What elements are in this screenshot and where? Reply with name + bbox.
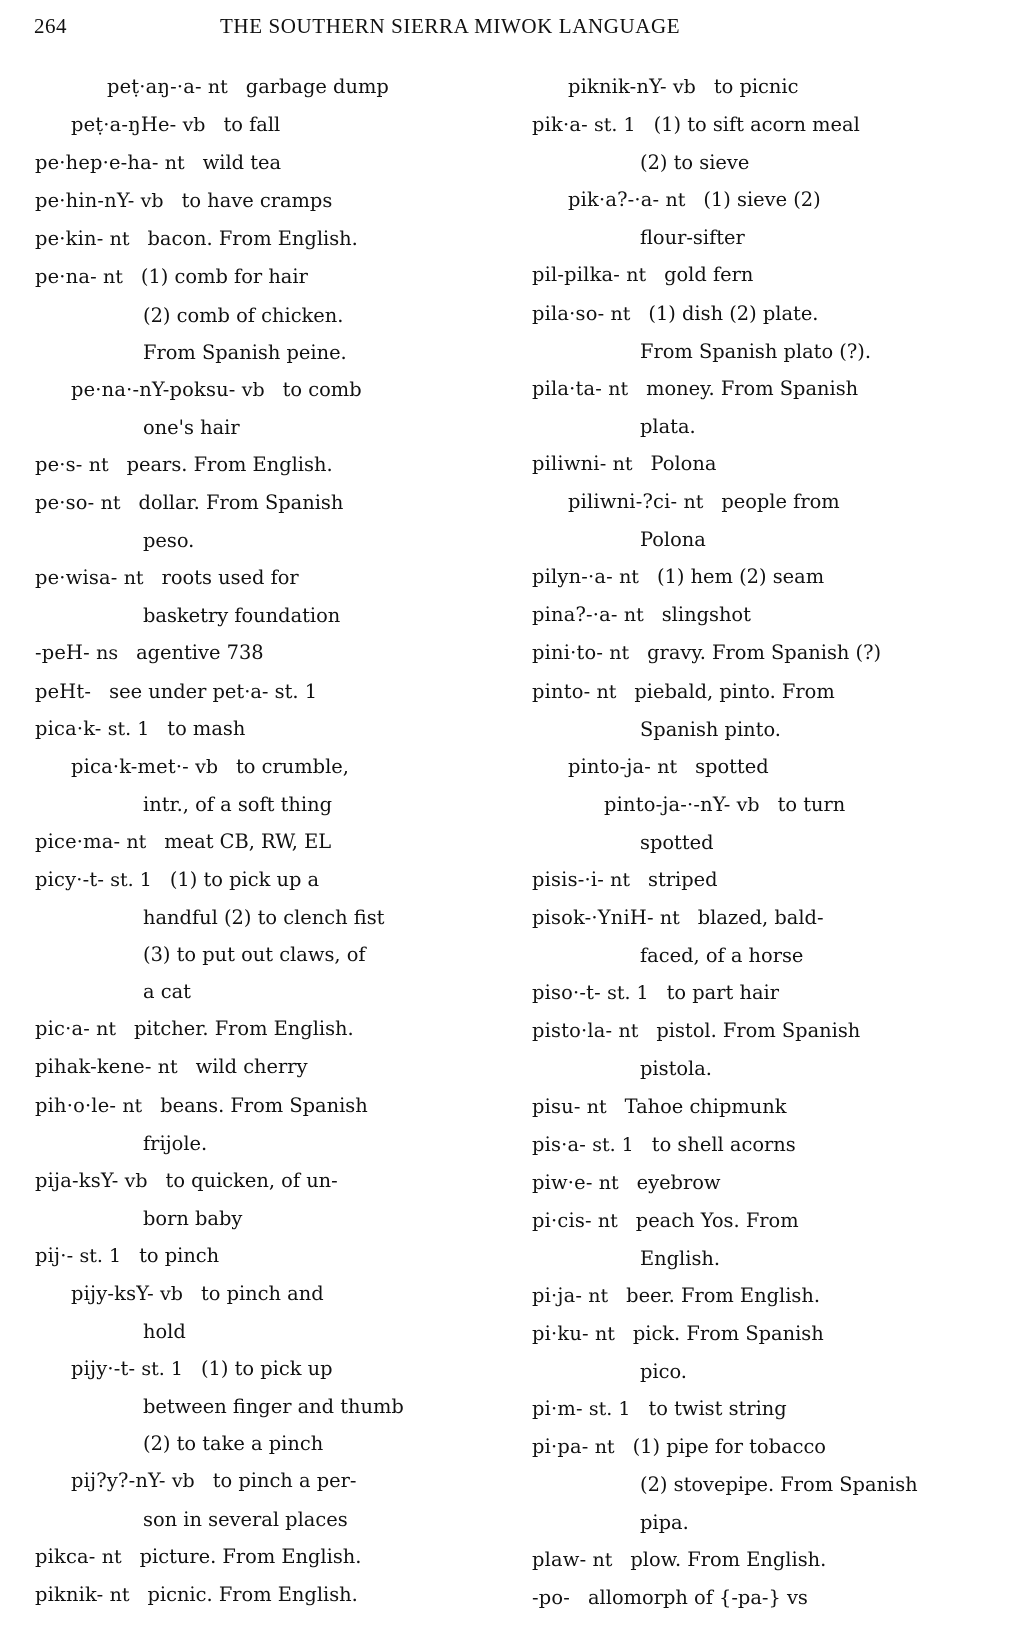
entry-headword: peṭ·aŋ-·a- (107, 75, 202, 98)
entry-headword: pica·k- (35, 716, 102, 740)
entry-headword: pikca- (35, 1544, 96, 1568)
entry-gloss-line: From Spanish peine. (143, 340, 347, 364)
entry-headword: peṭ·a-ŋHe- (71, 113, 177, 137)
entry-gloss-line: pico. (640, 1360, 687, 1384)
entry-part-of-speech: vb (140, 190, 164, 213)
entry-headword: picy·-t- (35, 867, 105, 891)
entry-headword: pe·na·-nY-poksu- (71, 377, 236, 401)
entry-gloss-line: spotted (695, 754, 769, 778)
dictionary-entry (532, 1315, 1012, 1390)
entry-gloss-line: (1) comb for hair (140, 265, 308, 289)
entry-part-of-speech: vb (672, 76, 696, 98)
entry-gloss-line: one's hair (143, 415, 240, 439)
entry-part-of-speech: nt (588, 1285, 609, 1307)
entry-headword: pisto·la- (532, 1019, 613, 1043)
dictionary-entry (35, 673, 505, 710)
dictionary-entry (532, 68, 1012, 106)
entry-headword: pisu- (532, 1094, 581, 1118)
entry-part-of-speech: st. 1 (110, 868, 152, 891)
dictionary-entry (532, 748, 1012, 786)
entry-gloss-line: to twist string (648, 1397, 787, 1421)
entry-gloss-line: blazed, bald- (697, 906, 824, 930)
dictionary-entry (532, 974, 1012, 1012)
dictionary-entry (532, 106, 1012, 181)
entry-part-of-speech: nt (619, 566, 639, 589)
entry-headword: pe·wisa- (35, 566, 118, 590)
entry-gloss-line: to pinch a per- (212, 1469, 357, 1493)
entry-gloss-line: handful (2) to clench fist (143, 906, 385, 930)
entry-part-of-speech: vb (182, 114, 206, 137)
entry-part-of-speech: nt (594, 1323, 615, 1346)
entry-part-of-speech: nt (597, 1209, 618, 1232)
dictionary-entry (532, 558, 1012, 596)
entry-gloss-line: beer. From English. (626, 1284, 820, 1307)
dictionary-entry (35, 1538, 505, 1576)
entry-gloss-line: pitcher. From English. (134, 1017, 354, 1041)
entry-gloss-line: to shell acorns (651, 1132, 796, 1156)
entry-gloss-line: to pinch (139, 1243, 220, 1267)
running-title: THE SOUTHERN SIERRA MIWOK LANGUAGE (220, 14, 681, 38)
dictionary-entry (532, 1277, 1012, 1315)
entry-gloss-line: hold (143, 1320, 186, 1344)
entry-part-of-speech: vb (124, 1169, 148, 1192)
entry-part-of-speech: nt (592, 1548, 613, 1571)
entry-gloss-line: gravy. From Spanish (?) (647, 641, 882, 665)
entry-gloss-line: garbage dump (245, 75, 389, 98)
entry-part-of-speech: st. 1 (607, 982, 649, 1005)
left-column (35, 68, 505, 1614)
entry-headword: pe·hep·e-ha- (35, 151, 159, 175)
entry-headword: pis·a- (532, 1132, 587, 1156)
dictionary-entry (35, 861, 505, 1010)
dictionary-entry (532, 634, 1012, 672)
entry-headword: pi·m- (532, 1397, 583, 1421)
dictionary-entry (35, 634, 505, 672)
entry-headword: pe·na- (35, 265, 97, 289)
entry-part-of-speech: st. 1 (79, 1244, 122, 1267)
entry-part-of-speech: vb (160, 1283, 183, 1305)
entry-headword: pilyn-·a- (532, 565, 613, 589)
entry-headword: pi·cis- (532, 1208, 592, 1232)
dictionary-entry (532, 295, 1012, 370)
dictionary-entry (532, 786, 1012, 861)
dictionary-entry (35, 446, 505, 484)
entry-part-of-speech: nt (109, 1583, 130, 1606)
entry-gloss-line: roots used for (161, 566, 299, 590)
entry-gloss-line: bacon. From English. (147, 227, 358, 251)
right-column (532, 68, 1012, 1616)
entry-part-of-speech: nt (586, 1095, 607, 1118)
entry-part-of-speech: ns (96, 642, 119, 665)
entry-gloss-line: intr., of a soft thing (143, 792, 332, 816)
entry-gloss-line: to pinch and (200, 1282, 324, 1305)
dictionary-entry (35, 144, 505, 182)
entry-gloss-line: wild tea (202, 151, 282, 175)
entry-part-of-speech: nt (100, 492, 121, 515)
dictionary-entry (35, 1275, 505, 1350)
entry-gloss-line: between finger and thumb (143, 1395, 404, 1419)
entry-part-of-speech: vb (736, 793, 760, 816)
entry-gloss-line: Tahoe chipmunk (624, 1094, 787, 1118)
entry-gloss-line: gold fern (664, 263, 754, 287)
entry-part-of-speech: nt (109, 228, 130, 251)
dictionary-entry (532, 673, 1012, 748)
entry-headword: pi·pa- (532, 1435, 589, 1459)
entry-gloss-line: (1) sieve (2) (703, 188, 821, 212)
entry-gloss-line: (2) to take a pinch (143, 1432, 324, 1456)
page-header (34, 14, 994, 48)
entry-part-of-speech: nt (610, 302, 631, 325)
dictionary-entry (35, 1010, 505, 1048)
dictionary-entry (35, 68, 505, 106)
entry-headword: pihak-kene- (35, 1055, 152, 1079)
entry-part-of-speech: st. 1 (141, 1358, 183, 1381)
entry-gloss-line: wild cherry (195, 1055, 308, 1079)
entry-headword: piknik- (35, 1582, 104, 1606)
entry-gloss-line: plow. From English. (630, 1547, 827, 1571)
dictionary-entry (35, 106, 505, 144)
entry-gloss-line: pick. From Spanish (632, 1322, 824, 1346)
entry-gloss-line: allomorph of {-pa-} vs (588, 1585, 808, 1609)
dictionary-entry (35, 1087, 505, 1162)
entry-part-of-speech: vb (195, 755, 219, 778)
entry-gloss-line: Spanish pinto. (640, 717, 781, 741)
entry-gloss-line: agentive 738 (136, 641, 264, 665)
entry-gloss-line: (1) to sift acorn meal (653, 113, 860, 137)
entry-part-of-speech: nt (126, 830, 147, 853)
entry-part-of-speech: nt (596, 680, 617, 703)
entry-headword: pina?-·a- (532, 603, 618, 627)
entry-headword: pe·kin- (35, 227, 104, 251)
dictionary-entry (532, 1428, 1012, 1540)
entry-gloss-line: frijole. (143, 1131, 208, 1155)
dictionary-entry (35, 823, 505, 861)
entry-gloss-line: pipa. (640, 1510, 689, 1534)
entry-gloss-line: (1) dish (2) plate. (648, 301, 819, 325)
entry-part-of-speech: nt (96, 1018, 116, 1041)
entry-headword: plaw- (532, 1547, 587, 1571)
entry-headword: pik·a?-·a- (568, 188, 660, 212)
entry-gloss-line: people from (721, 490, 840, 514)
entry-part-of-speech: nt (609, 642, 630, 665)
entry-gloss-line: (1) to pick up (200, 1357, 333, 1381)
page-number: 264 (34, 14, 67, 38)
entry-gloss-line: son in several places (143, 1507, 348, 1531)
entry-headword: pija-ksY- (35, 1168, 119, 1192)
dictionary-entry (35, 220, 505, 258)
entry-headword: pe·so- (35, 491, 95, 515)
entry-gloss-line: English. (640, 1246, 721, 1270)
dictionary-entry (532, 483, 1012, 558)
dictionary-entry (35, 559, 505, 634)
entry-headword: pijy·-t- (71, 1357, 136, 1381)
entry-gloss-line: (1) to pick up a (169, 867, 320, 891)
dictionary-entry (532, 1164, 1012, 1202)
entry-gloss-line: peso. (143, 529, 195, 553)
entry-gloss-line: plata. (640, 414, 696, 438)
dictionary-entry (532, 1012, 1012, 1087)
dictionary-entry (35, 1237, 505, 1275)
entry-part-of-speech: nt (612, 452, 633, 475)
entry-gloss-line: faced, of a horse (640, 944, 804, 968)
dictionary-entry (532, 1088, 1012, 1126)
entry-part-of-speech: nt (103, 266, 123, 289)
dictionary-entry (532, 181, 1012, 256)
entry-gloss-line: pistol. From Spanish (656, 1019, 861, 1043)
entry-headword: -po- (532, 1585, 570, 1609)
entry-headword: pijy-ksY- (71, 1282, 154, 1305)
entry-gloss-line: picture. From English. (139, 1544, 362, 1568)
dictionary-entry (532, 445, 1012, 483)
dictionary-entry (35, 1350, 505, 1462)
entry-headword: piliwni-?ci- (568, 490, 678, 514)
entry-part-of-speech: nt (610, 868, 631, 891)
entry-gloss-line: piebald, pinto. From (634, 679, 835, 703)
entry-gloss-line: meat CB, RW, EL (164, 829, 332, 853)
entry-part-of-speech: st. 1 (592, 1133, 634, 1156)
entry-headword: pe·hin-nY- (35, 189, 135, 213)
entry-gloss-line: to turn (777, 792, 846, 816)
entry-headword: -peH- (35, 641, 90, 665)
entry-part-of-speech: nt (683, 491, 704, 514)
entry-part-of-speech: nt (207, 76, 228, 98)
dictionary-entry (35, 1462, 505, 1537)
entry-gloss-line: Polona (650, 451, 717, 475)
dictionary-entry (35, 710, 505, 748)
entry-gloss-line: to comb (282, 377, 362, 401)
entry-headword: pinto- (532, 679, 591, 703)
entry-headword: pisok-·YniH- (532, 906, 654, 930)
entry-headword: pini·to- (532, 641, 604, 665)
entry-part-of-speech: st. 1 (107, 717, 150, 740)
entry-headword: pi·ku- (532, 1322, 589, 1346)
dictionary-entry (532, 1390, 1012, 1428)
entry-gloss-line: spotted (640, 830, 714, 854)
entry-gloss-line: (1) pipe for tobacco (632, 1435, 826, 1459)
dictionary-entry (35, 1576, 505, 1614)
entry-headword: pila·ta- (532, 376, 603, 400)
entry-part-of-speech: vb (241, 378, 265, 401)
entry-gloss-line: Polona (640, 528, 706, 552)
entry-headword: pic·a- (35, 1017, 90, 1041)
entry-gloss-line: eyebrow (636, 1170, 721, 1194)
dictionary-entry (35, 371, 505, 446)
entry-headword: piw·e- (532, 1170, 593, 1194)
entry-gloss-line: to picnic (713, 75, 799, 98)
entry-headword: pil-pilka- (532, 263, 621, 287)
entry-part-of-speech: nt (594, 1436, 615, 1459)
entry-gloss-line: picnic. From English. (147, 1582, 358, 1606)
entry-gloss-line: dollar. From Spanish (138, 491, 344, 515)
dictionary-entry (532, 256, 1012, 294)
entry-headword: pisis-·i- (532, 867, 604, 891)
entry-gloss-line: see under pet·a- st. 1 (109, 679, 318, 703)
entry-part-of-speech: nt (618, 1020, 639, 1043)
entry-gloss-line: slingshot (661, 603, 751, 627)
dictionary-entry (35, 1048, 505, 1086)
entry-gloss-line: to have cramps (181, 189, 333, 213)
entry-part-of-speech: nt (659, 907, 680, 930)
entry-part-of-speech: nt (88, 453, 109, 476)
dictionary-entry (35, 1162, 505, 1237)
entry-headword: piknik-nY- (568, 75, 667, 98)
entry-headword: pi·ja- (532, 1284, 583, 1307)
entry-gloss-line: (2) comb of chicken. (143, 303, 344, 327)
dictionary-entry (35, 484, 505, 559)
entry-gloss-line: (1) hem (2) seam (656, 565, 825, 589)
entry-headword: pij·- (35, 1243, 74, 1267)
entry-headword: pinto-ja-·-nY- (604, 792, 731, 816)
entry-headword: pih·o·le- (35, 1093, 117, 1117)
dictionary-entry (532, 370, 1012, 445)
entry-part-of-speech: st. 1 (588, 1398, 631, 1421)
entry-gloss-line: to mash (167, 716, 246, 740)
entry-part-of-speech: vb (171, 1470, 195, 1493)
entry-headword: pila·so- (532, 301, 605, 325)
entry-gloss-line: to part hair (666, 981, 779, 1005)
entry-part-of-speech: nt (626, 264, 647, 287)
entry-gloss-line: to crumble, (236, 754, 349, 778)
entry-headword: pice·ma- (35, 829, 121, 853)
entry-gloss-line: (2) stovepipe. From Spanish (640, 1473, 918, 1497)
entry-headword: pe·s- (35, 452, 83, 476)
entry-headword: peHt- (35, 679, 92, 703)
entry-headword: pij?y?-nY- (71, 1469, 166, 1493)
entry-gloss-line: pears. From English. (126, 452, 333, 476)
entry-gloss-line: striped (648, 867, 718, 891)
entry-part-of-speech: nt (657, 755, 678, 778)
dictionary-entry (532, 899, 1012, 974)
entry-headword: pinto-ja- (568, 754, 652, 778)
dictionary-entry (532, 1541, 1012, 1579)
entry-gloss-line: flour-sifter (640, 226, 745, 250)
entry-gloss-line: to fall (223, 113, 281, 137)
entry-part-of-speech: nt (123, 567, 144, 590)
entry-gloss-line: From Spanish plato (?). (640, 339, 871, 363)
dictionary-entry (532, 1126, 1012, 1164)
entry-part-of-speech: nt (598, 1171, 619, 1194)
dictionary-entry (35, 182, 505, 220)
entry-headword: piso·-t- (532, 981, 601, 1005)
entry-gloss-line: peach Yos. From (635, 1208, 799, 1232)
entry-gloss-line: a cat (143, 980, 191, 1004)
entry-part-of-speech: nt (164, 152, 185, 175)
entry-part-of-speech: nt (122, 1094, 143, 1117)
entry-part-of-speech: nt (665, 189, 686, 212)
entry-part-of-speech: nt (608, 377, 629, 400)
entry-gloss-line: born baby (143, 1206, 243, 1230)
entry-gloss-line: beans. From Spanish (160, 1093, 368, 1117)
entry-headword: piliwni- (532, 451, 607, 475)
entry-gloss-line: pistola. (640, 1057, 712, 1081)
dictionary-entry (35, 258, 505, 370)
entry-part-of-speech: nt (157, 1056, 178, 1079)
dictionary-entry (532, 1579, 1012, 1616)
dictionary-entry (532, 596, 1012, 634)
entry-headword: pica·k-met·- (71, 754, 189, 778)
entry-gloss-line: (3) to put out claws, of (143, 943, 366, 967)
entry-part-of-speech: st. 1 (594, 114, 636, 137)
entry-gloss-line: (2) to sieve (640, 151, 750, 175)
entry-part-of-speech: nt (623, 604, 644, 627)
entry-gloss-line: basketry foundation (143, 604, 341, 628)
dictionary-entry (532, 1202, 1012, 1277)
dictionary-entry (35, 748, 505, 823)
entry-gloss-line: to quicken, of un- (165, 1168, 338, 1192)
entry-part-of-speech: nt (101, 1545, 122, 1568)
entry-headword: pik·a- (532, 113, 588, 137)
entry-gloss-line: money. From Spanish (646, 376, 859, 400)
dictionary-entry (532, 861, 1012, 899)
